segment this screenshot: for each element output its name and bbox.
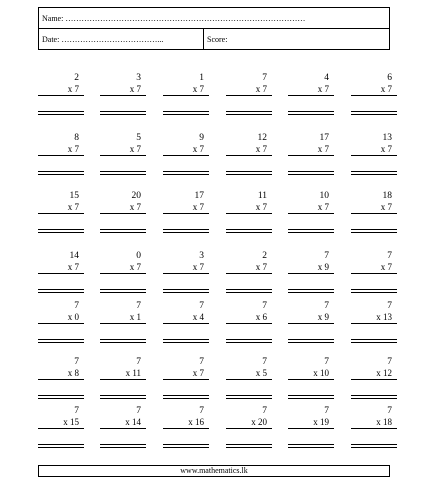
operation-line xyxy=(38,273,84,274)
answer-line-bottom xyxy=(351,174,397,175)
answer-line-bottom xyxy=(163,447,209,448)
answer-line-bottom xyxy=(38,174,84,175)
multiplier: x 7 xyxy=(192,202,204,212)
operation-line xyxy=(226,213,272,214)
multiplier: x 19 xyxy=(313,417,329,427)
score-field[interactable]: Score: xyxy=(207,35,228,44)
problem-item xyxy=(163,406,209,466)
website-link: www.mathematics.lk xyxy=(180,466,248,475)
problem-item xyxy=(100,133,146,193)
multiplier: x 7 xyxy=(380,84,392,94)
operation-line xyxy=(163,213,209,214)
multiplier: x 7 xyxy=(380,262,392,272)
answer-line-top xyxy=(226,111,272,112)
problem-item xyxy=(226,301,272,361)
operation-line xyxy=(351,273,397,274)
multiplicand: 4 xyxy=(324,73,329,83)
multiplier: x 1 xyxy=(129,312,141,322)
operation-line xyxy=(38,428,84,429)
multiplicand: 2 xyxy=(74,73,79,83)
answer-line-top xyxy=(163,229,209,230)
multiplier: x 20 xyxy=(251,417,267,427)
operation-line xyxy=(288,323,334,324)
answer-line-bottom xyxy=(163,232,209,233)
answer-line-top xyxy=(38,171,84,172)
answer-line-bottom xyxy=(163,114,209,115)
multiplicand: 7 xyxy=(262,301,267,311)
multiplier: x 7 xyxy=(255,144,267,154)
operation-line xyxy=(38,323,84,324)
answer-line-top xyxy=(351,111,397,112)
answer-line-top xyxy=(100,171,146,172)
multiplicand: 12 xyxy=(257,133,267,143)
multiplicand: 7 xyxy=(387,357,392,367)
multiplier: x 7 xyxy=(129,202,141,212)
multiplicand: 7 xyxy=(136,406,141,416)
operation-line xyxy=(100,379,146,380)
problem-item xyxy=(38,73,84,133)
date-field[interactable]: Date: ………………………………... xyxy=(42,35,164,44)
operation-line xyxy=(288,379,334,380)
operation-line xyxy=(100,273,146,274)
answer-line-bottom xyxy=(100,398,146,399)
answer-line-top xyxy=(163,444,209,445)
multiplier: x 7 xyxy=(317,144,329,154)
problem-item xyxy=(38,191,84,251)
operation-line xyxy=(351,213,397,214)
multiplicand: 7 xyxy=(74,357,79,367)
answer-line-bottom xyxy=(100,342,146,343)
answer-line-top xyxy=(226,229,272,230)
problem-item xyxy=(226,406,272,466)
problem-item xyxy=(163,133,209,193)
multiplicand: 3 xyxy=(136,73,141,83)
operation-line xyxy=(163,428,209,429)
multiplier: x 6 xyxy=(255,312,267,322)
multiplier: x 7 xyxy=(67,262,79,272)
answer-line-top xyxy=(38,444,84,445)
answer-line-top xyxy=(288,171,334,172)
multiplier: x 7 xyxy=(380,144,392,154)
answer-line-bottom xyxy=(351,292,397,293)
problem-item xyxy=(38,406,84,466)
multiplicand: 7 xyxy=(199,301,204,311)
problem-item xyxy=(351,191,397,251)
problem-item xyxy=(38,133,84,193)
multiplicand: 8 xyxy=(74,133,79,143)
multiplier: x 7 xyxy=(255,262,267,272)
multiplicand: 7 xyxy=(387,301,392,311)
operation-line xyxy=(100,213,146,214)
problem-item xyxy=(226,191,272,251)
answer-line-bottom xyxy=(226,447,272,448)
multiplicand: 17 xyxy=(319,133,329,143)
problem-item xyxy=(288,406,334,466)
multiplicand: 7 xyxy=(324,301,329,311)
operation-line xyxy=(100,155,146,156)
multiplier: x 15 xyxy=(63,417,79,427)
problem-item xyxy=(351,301,397,361)
answer-line-top xyxy=(226,444,272,445)
multiplicand: 5 xyxy=(136,133,141,143)
answer-line-top xyxy=(100,229,146,230)
answer-line-bottom xyxy=(100,114,146,115)
answer-line-top xyxy=(38,339,84,340)
answer-line-top xyxy=(351,444,397,445)
multiplier: x 4 xyxy=(192,312,204,322)
operation-line xyxy=(163,323,209,324)
problem-item xyxy=(288,191,334,251)
operation-line xyxy=(163,155,209,156)
answer-line-bottom xyxy=(351,342,397,343)
multiplier: x 12 xyxy=(376,368,392,378)
multiplier: x 7 xyxy=(192,84,204,94)
footer xyxy=(38,465,390,477)
operation-line xyxy=(100,428,146,429)
multiplier: x 7 xyxy=(192,262,204,272)
answer-line-top xyxy=(100,444,146,445)
answer-line-bottom xyxy=(351,114,397,115)
multiplier: x 11 xyxy=(125,368,141,378)
answer-line-bottom xyxy=(38,398,84,399)
operation-line xyxy=(100,95,146,96)
answer-line-top xyxy=(163,339,209,340)
answer-line-top xyxy=(288,289,334,290)
multiplier: x 7 xyxy=(67,144,79,154)
multiplier: x 14 xyxy=(125,417,141,427)
multiplier: x 9 xyxy=(317,312,329,322)
problem-item xyxy=(100,191,146,251)
answer-line-top xyxy=(288,444,334,445)
operation-line xyxy=(163,95,209,96)
operation-line xyxy=(226,95,272,96)
multiplier: x 7 xyxy=(129,84,141,94)
answer-line-bottom xyxy=(100,174,146,175)
problem-item xyxy=(38,301,84,361)
multiplicand: 7 xyxy=(324,406,329,416)
answer-line-top xyxy=(100,111,146,112)
answer-line-bottom xyxy=(288,342,334,343)
answer-line-bottom xyxy=(288,447,334,448)
multiplicand: 17 xyxy=(194,191,204,201)
operation-line xyxy=(288,428,334,429)
problem-item xyxy=(100,406,146,466)
answer-line-bottom xyxy=(38,114,84,115)
multiplier: x 7 xyxy=(192,368,204,378)
multiplier: x 16 xyxy=(188,417,204,427)
multiplicand: 11 xyxy=(257,191,267,201)
answer-line-bottom xyxy=(226,292,272,293)
multiplier: x 18 xyxy=(376,417,392,427)
answer-line-top xyxy=(38,395,84,396)
problem-item xyxy=(351,406,397,466)
answer-line-top xyxy=(288,229,334,230)
answer-line-bottom xyxy=(351,232,397,233)
multiplicand: 18 xyxy=(382,191,392,201)
multiplicand: 3 xyxy=(199,251,204,261)
answer-line-top xyxy=(163,171,209,172)
multiplier: x 7 xyxy=(192,144,204,154)
problem-item xyxy=(226,133,272,193)
multiplicand: 20 xyxy=(131,191,141,201)
operation-line xyxy=(38,155,84,156)
problem-item xyxy=(288,73,334,133)
multiplier: x 7 xyxy=(129,262,141,272)
multiplicand: 7 xyxy=(387,251,392,261)
multiplier: x 13 xyxy=(376,312,392,322)
answer-line-bottom xyxy=(226,342,272,343)
answer-line-bottom xyxy=(100,232,146,233)
answer-line-bottom xyxy=(226,174,272,175)
answer-line-top xyxy=(226,339,272,340)
answer-line-bottom xyxy=(351,447,397,448)
multiplier: x 7 xyxy=(129,144,141,154)
answer-line-bottom xyxy=(226,398,272,399)
multiplicand: 6 xyxy=(387,73,392,83)
multiplicand: 13 xyxy=(382,133,392,143)
multiplier: x 8 xyxy=(67,368,79,378)
operation-line xyxy=(288,155,334,156)
problem-item xyxy=(100,301,146,361)
multiplicand: 7 xyxy=(262,357,267,367)
multiplier: x 10 xyxy=(313,368,329,378)
answer-line-bottom xyxy=(288,292,334,293)
multiplier: x 5 xyxy=(255,368,267,378)
answer-line-bottom xyxy=(226,232,272,233)
answer-line-top xyxy=(226,395,272,396)
answer-line-bottom xyxy=(38,342,84,343)
answer-line-top xyxy=(288,111,334,112)
multiplicand: 1 xyxy=(199,73,204,83)
problem-item xyxy=(100,73,146,133)
multiplicand: 7 xyxy=(262,406,267,416)
operation-line xyxy=(288,273,334,274)
operation-line xyxy=(226,155,272,156)
answer-line-bottom xyxy=(38,447,84,448)
multiplicand: 7 xyxy=(74,406,79,416)
multiplier: x 7 xyxy=(317,84,329,94)
operation-line xyxy=(100,323,146,324)
answer-line-top xyxy=(163,289,209,290)
operation-line xyxy=(351,155,397,156)
operation-line xyxy=(226,323,272,324)
answer-line-top xyxy=(351,339,397,340)
problem-item xyxy=(226,73,272,133)
multiplicand: 7 xyxy=(199,406,204,416)
operation-line xyxy=(38,379,84,380)
answer-line-top xyxy=(38,229,84,230)
answer-line-top xyxy=(351,289,397,290)
operation-line xyxy=(163,273,209,274)
operation-line xyxy=(226,379,272,380)
answer-line-bottom xyxy=(288,174,334,175)
operation-line xyxy=(288,213,334,214)
multiplicand: 10 xyxy=(319,191,329,201)
answer-line-top xyxy=(100,289,146,290)
problem-item xyxy=(351,133,397,193)
multiplier: x 7 xyxy=(255,202,267,212)
answer-line-top xyxy=(351,395,397,396)
multiplicand: 15 xyxy=(69,191,79,201)
answer-line-top xyxy=(351,229,397,230)
problem-item xyxy=(288,133,334,193)
answer-line-top xyxy=(38,111,84,112)
multiplier: x 7 xyxy=(255,84,267,94)
answer-line-bottom xyxy=(163,174,209,175)
answer-line-bottom xyxy=(288,398,334,399)
answer-line-top xyxy=(288,395,334,396)
answer-line-top xyxy=(100,395,146,396)
operation-line xyxy=(288,95,334,96)
multiplicand: 7 xyxy=(324,251,329,261)
multiplier: x 7 xyxy=(380,202,392,212)
answer-line-bottom xyxy=(163,342,209,343)
answer-line-top xyxy=(163,395,209,396)
answer-line-bottom xyxy=(100,447,146,448)
answer-line-bottom xyxy=(288,114,334,115)
multiplicand: 7 xyxy=(324,357,329,367)
operation-line xyxy=(38,95,84,96)
problem-item xyxy=(288,301,334,361)
problem-item xyxy=(163,191,209,251)
answer-line-bottom xyxy=(288,232,334,233)
answer-line-top xyxy=(351,171,397,172)
operation-line xyxy=(351,323,397,324)
answer-line-bottom xyxy=(226,114,272,115)
answer-line-bottom xyxy=(163,398,209,399)
multiplicand: 7 xyxy=(136,357,141,367)
problem-item xyxy=(351,73,397,133)
answer-line-top xyxy=(288,339,334,340)
answer-line-top xyxy=(226,171,272,172)
answer-line-bottom xyxy=(351,398,397,399)
answer-line-bottom xyxy=(100,292,146,293)
multiplicand: 7 xyxy=(199,357,204,367)
name-field[interactable]: Name: ……………………………………………………………………………… xyxy=(42,14,306,23)
multiplicand: 2 xyxy=(262,251,267,261)
answer-line-bottom xyxy=(38,292,84,293)
answer-line-top xyxy=(226,289,272,290)
operation-line xyxy=(351,428,397,429)
operation-line xyxy=(351,95,397,96)
multiplicand: 7 xyxy=(74,301,79,311)
multiplicand: 14 xyxy=(69,251,79,261)
multiplier: x 7 xyxy=(67,202,79,212)
operation-line xyxy=(163,379,209,380)
multiplier: x 9 xyxy=(317,262,329,272)
multiplicand: 9 xyxy=(199,133,204,143)
problem-item xyxy=(163,301,209,361)
multiplier: x 7 xyxy=(67,84,79,94)
operation-line xyxy=(226,428,272,429)
multiplicand: 7 xyxy=(387,406,392,416)
multiplicand: 7 xyxy=(262,73,267,83)
answer-line-bottom xyxy=(38,232,84,233)
operation-line xyxy=(351,379,397,380)
multiplier: x 7 xyxy=(317,202,329,212)
answer-line-top xyxy=(163,111,209,112)
multiplier: x 0 xyxy=(67,312,79,322)
multiplicand: 7 xyxy=(136,301,141,311)
problem-item xyxy=(163,73,209,133)
answer-line-top xyxy=(100,339,146,340)
operation-line xyxy=(38,213,84,214)
multiplicand: 0 xyxy=(136,251,141,261)
operation-line xyxy=(226,273,272,274)
answer-line-bottom xyxy=(163,292,209,293)
answer-line-top xyxy=(38,289,84,290)
